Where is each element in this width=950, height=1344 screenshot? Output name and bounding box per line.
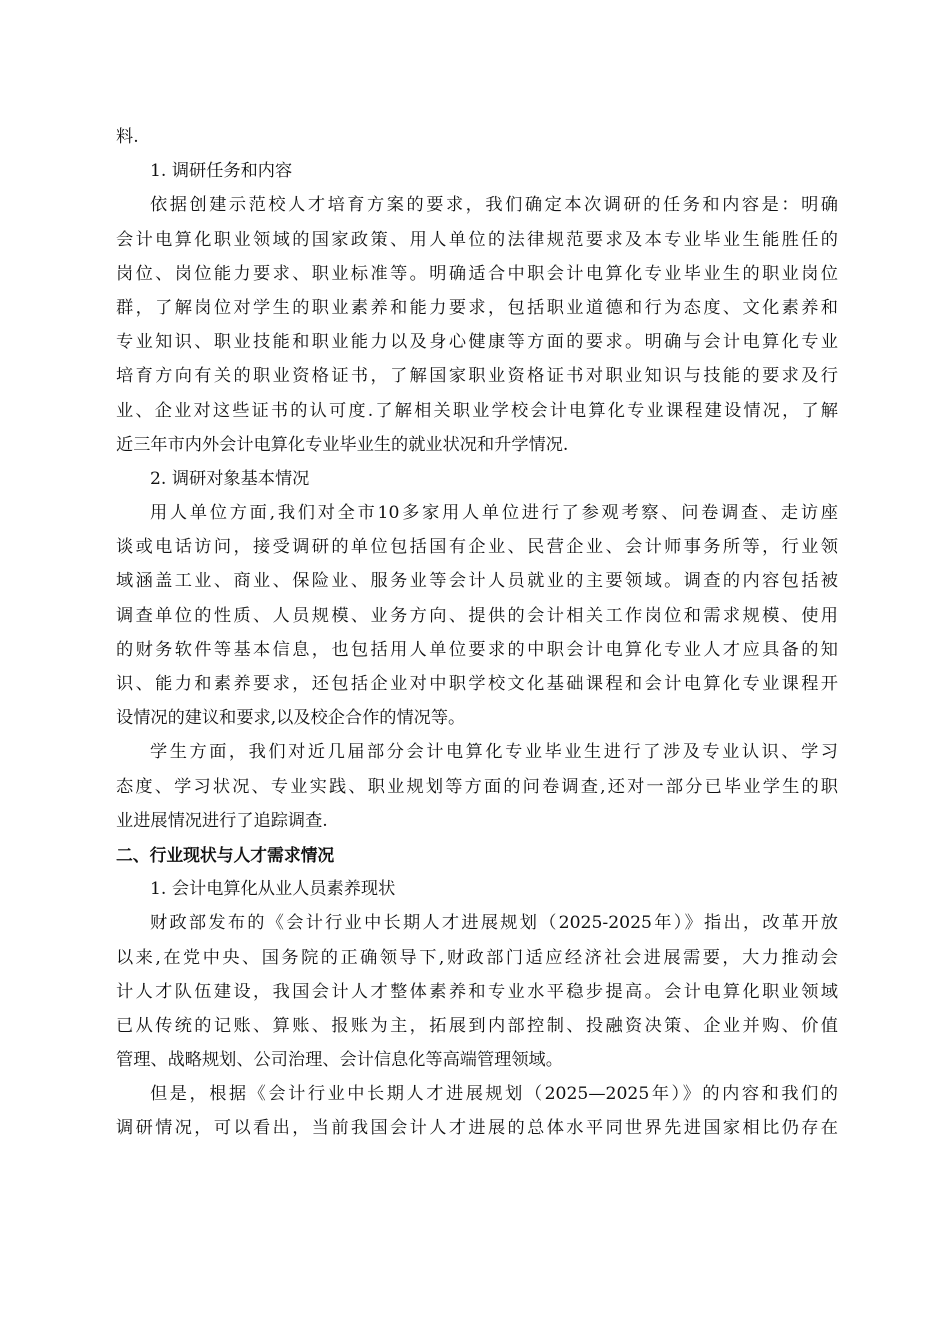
- subsection-heading: 2. 调研对象基本情况: [150, 468, 310, 489]
- paragraph-line: 已从传统的记账、算账、报账为主，拓展到内部控制、投融资决策、企业并购、价值: [116, 1015, 838, 1036]
- text-line: 料.: [116, 127, 139, 147]
- paragraph-line: 用人单位方面,我们对全市10多家用人单位进行了参观考察、问卷调查、走访座: [150, 503, 838, 524]
- paragraph-line: 近三年市内外会计电算化专业毕业生的就业状况和升学情况.: [116, 434, 569, 455]
- paragraph-line: 学生方面，我们对近几届部分会计电算化专业毕业生进行了涉及专业认识、学习: [150, 742, 838, 763]
- paragraph-line: 调研情况，可以看出，当前我国会计人才进展的总体水平同世界先进国家相比仍存在: [116, 1118, 838, 1139]
- document-body: [116, 120, 838, 1146]
- paragraph-line: 设情况的建议和要求,以及校企合作的情况等。: [116, 708, 466, 729]
- subsection-heading: 1. 会计电算化从业人员素养现状: [150, 879, 396, 900]
- paragraph-line: 识、能力和素养要求，还包括企业对中职学校文化基础课程和会计电算化专业课程开: [116, 674, 838, 694]
- paragraph-line: 的财务软件等基本信息，也包括用人单位要求的中职会计电算化专业人才应具备的知: [116, 639, 838, 660]
- paragraph-line: 业、企业对这些证书的认可度.了解相关职业学校会计电算化专业课程建设情况，了解: [116, 400, 838, 421]
- subsection-heading: 1. 调研任务和内容: [150, 161, 293, 182]
- paragraph-line: 财政部发布的《会计行业中长期人才进展规划（2025-2025年）》指出，改革开放: [150, 913, 838, 934]
- paragraph-line: 调查单位的性质、人员规模、业务方向、提供的会计相关工作岗位和需求规模、使用: [116, 605, 838, 626]
- paragraph-line: 计人才队伍建设，我国会计人才整体素养和专业水平稳步提高。会计电算化职业领域: [116, 981, 838, 1002]
- paragraph-line: 岗位、岗位能力要求、职业标准等。明确适合中职会计电算化专业毕业生的职业岗位: [116, 263, 838, 284]
- paragraph-line: 培育方向有关的职业资格证书，了解国家职业资格证书对职业知识与技能的要求及行: [116, 366, 838, 387]
- paragraph-line: 业进展情况进行了追踪调查.: [116, 810, 328, 831]
- paragraph-line: 谈或电话访问，接受调研的单位包括国有企业、民营企业、会计师事务所等，行业领: [116, 537, 838, 558]
- paragraph-line: 管理、战略规划、公司治理、会计信息化等高端管理领域。: [116, 1050, 563, 1071]
- paragraph-line: 态度、学习状况、专业实践、职业规划等方面的问卷调查,还对一部分已毕业学生的职: [116, 776, 838, 797]
- paragraph-line: 以来,在党中央、国务院的正确领导下,财政部门适应经济社会进展需要，大力推动会: [116, 947, 838, 968]
- section-heading: 二、行业现状与人才需求情况: [116, 844, 335, 865]
- paragraph-line: 依据创建示范校人才培育方案的要求，我们确定本次调研的任务和内容是：明确: [150, 195, 838, 216]
- paragraph-line: 群，了解岗位对学生的职业素养和能力要求，包括职业道德和行为态度、文化素养和: [116, 297, 838, 318]
- paragraph-line: 但是，根据《会计行业中长期人才进展规划（2025—2025年）》的内容和我们的: [150, 1084, 838, 1105]
- paragraph-line: 专业知识、职业技能和职业能力以及身心健康等方面的要求。明确与会计电算化专业: [116, 332, 838, 353]
- paragraph-line: 域涵盖工业、商业、保险业、服务业等会计人员就业的主要领域。调查的内容包括被: [116, 571, 838, 592]
- paragraph-line: 会计电算化职业领域的国家政策、用人单位的法律规范要求及本专业毕业生能胜任的: [116, 229, 838, 250]
